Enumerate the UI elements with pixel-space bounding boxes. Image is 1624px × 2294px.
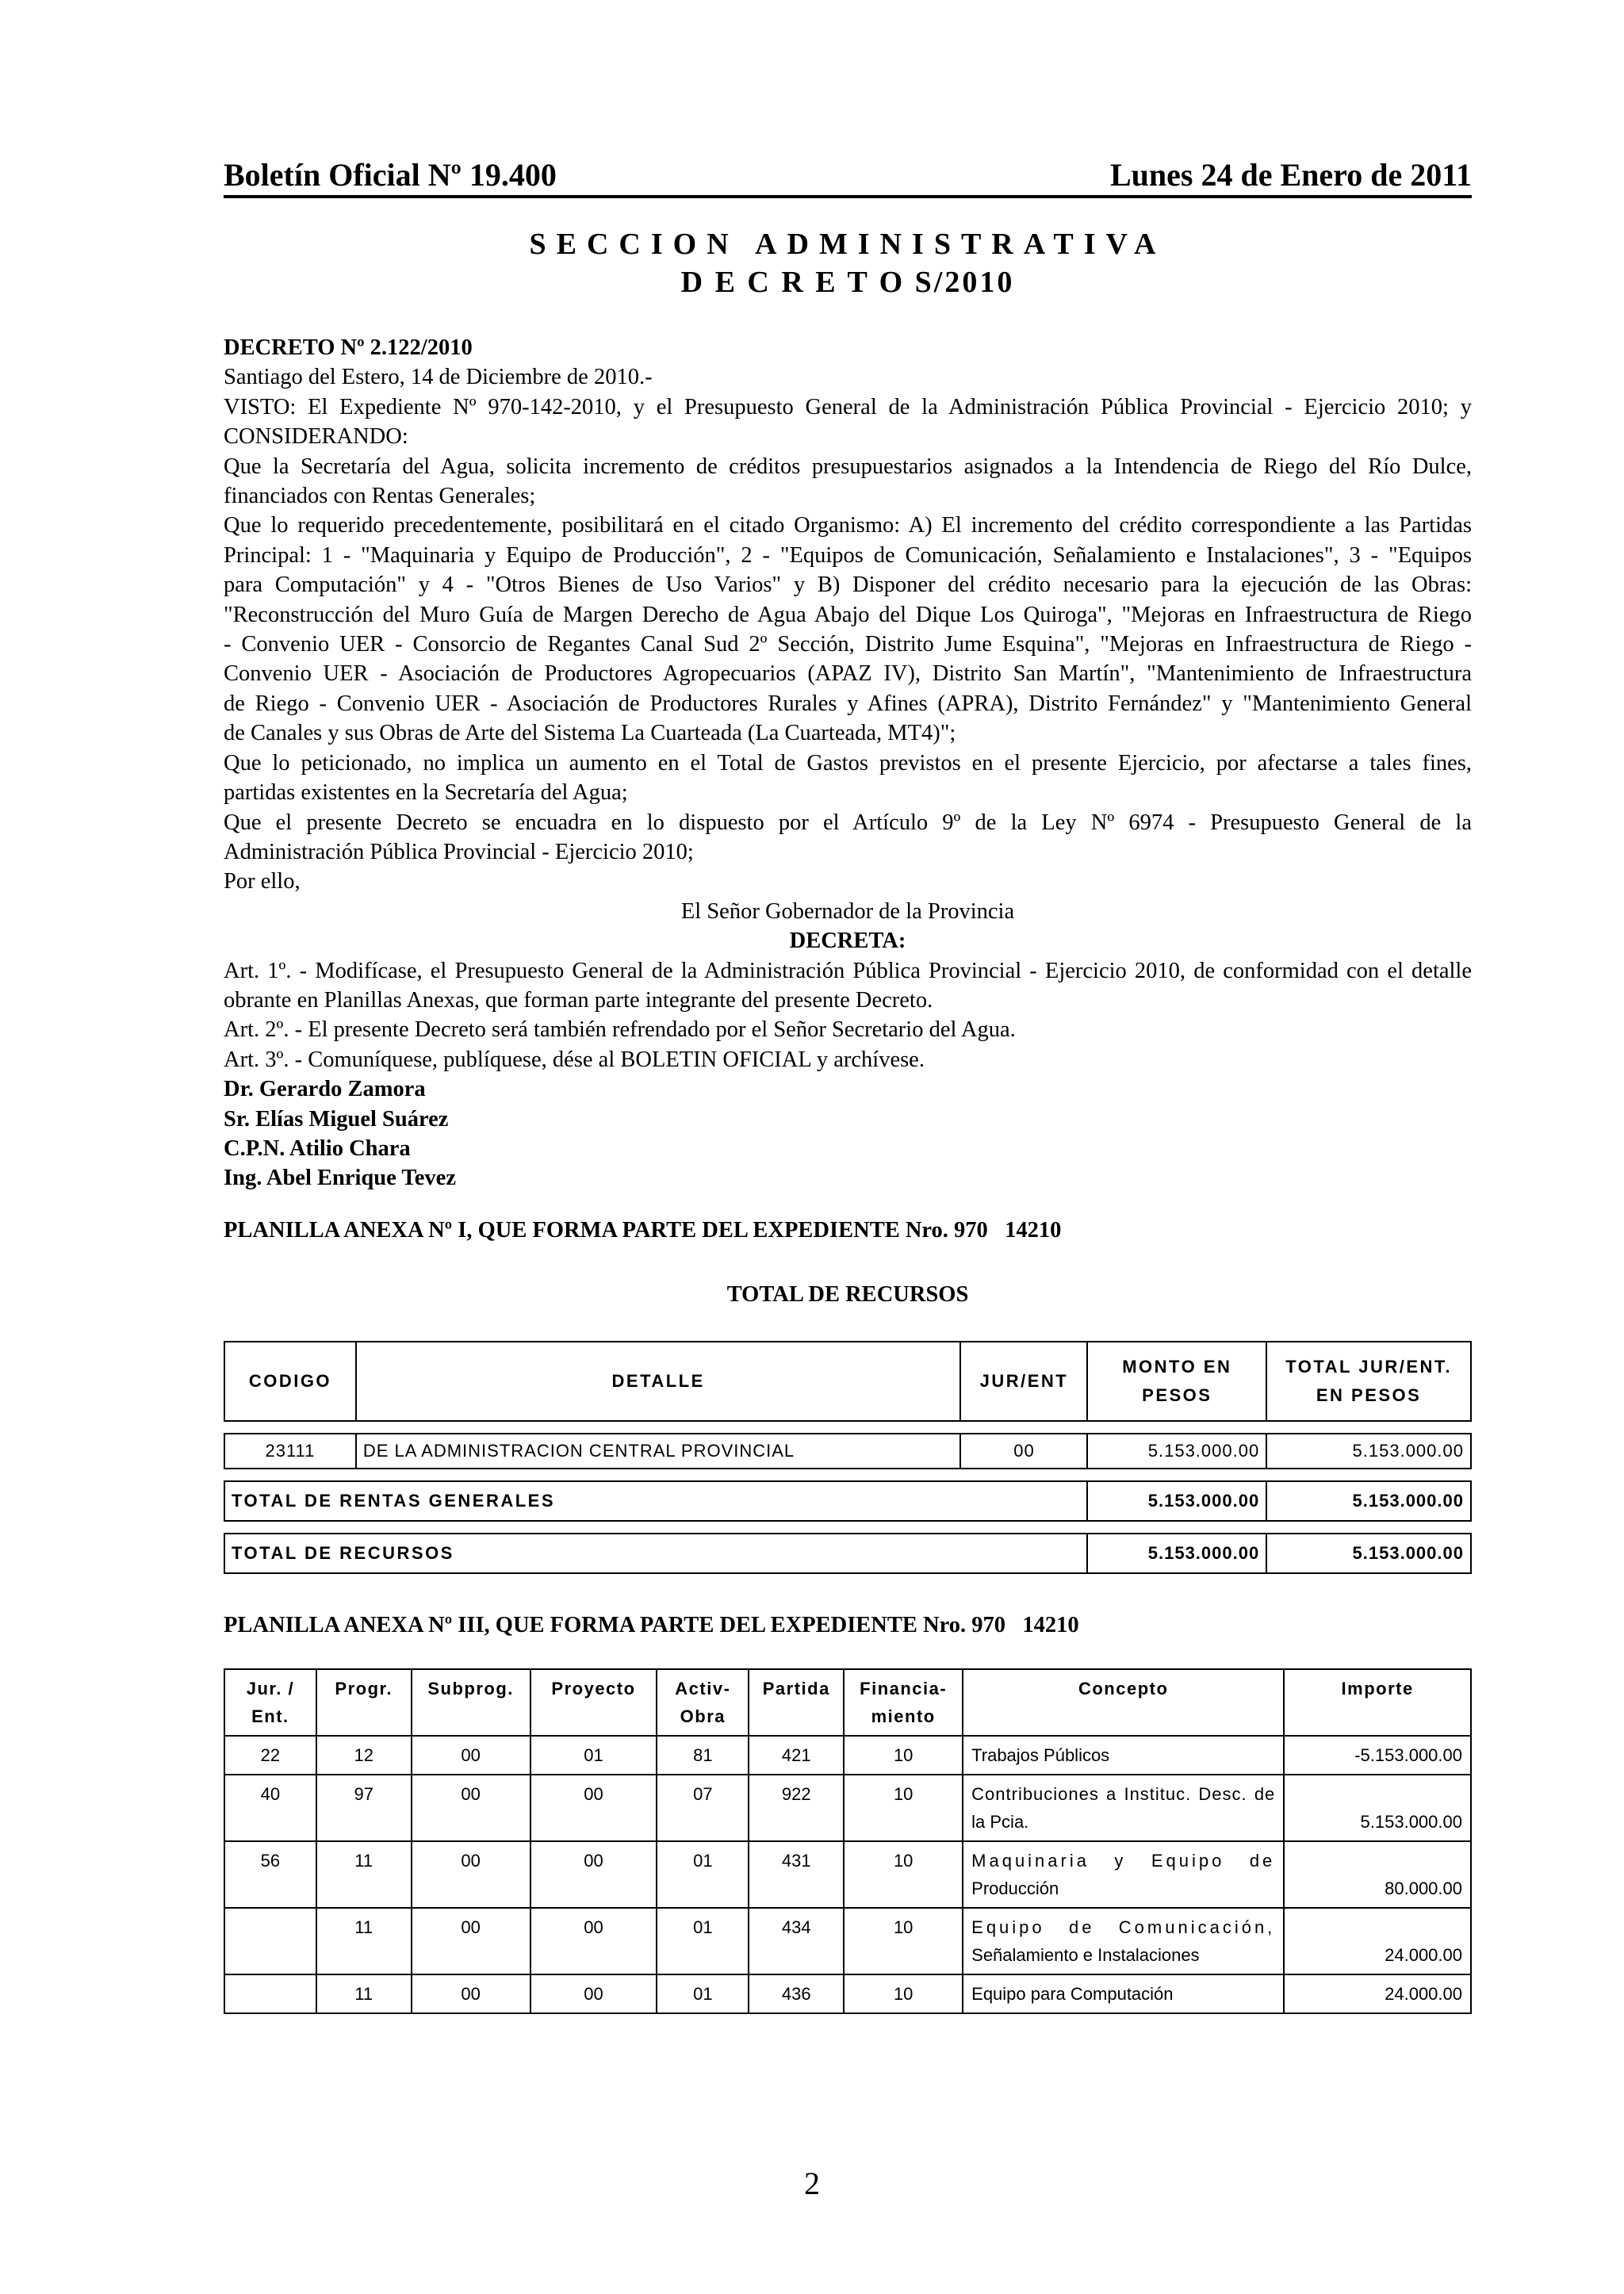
considerando-line: Que lo requerido precedentemente, posibilitará en el citado Organismo: A) El incremento del crédito correspondiente a las Partidas [224, 513, 1472, 538]
total-rentas-monto: 5.153.000.00 [1087, 1481, 1266, 1521]
anexo-1-title: PLANILLA ANEXA Nº I, QUE FORMA PARTE DEL EXPEDIENTE Nro. 970 14210 [224, 1218, 1062, 1243]
cell-partida: 436 [749, 1974, 844, 2013]
gastos-table [224, 1668, 1472, 2014]
article-2: Art. 2º. - El presente Decreto será también refrendado por el Señor Secretario del Agua. [224, 1017, 1016, 1043]
col-header-importe: Importe [1284, 1669, 1471, 1736]
decree-body [224, 333, 1472, 1193]
article-3: Art. 3º. - Comuníquese, publíquese, dése al BOLETIN OFICIAL y archívese. [224, 1047, 925, 1072]
col-header-financiamiento [844, 1669, 963, 1736]
cell-concepto [963, 1841, 1284, 1908]
header-line: Financia- [860, 1679, 948, 1698]
signatory: Dr. Gerardo Zamora [224, 1077, 426, 1102]
concepto-line: Maquinaria y Equipo de [971, 1851, 1276, 1871]
cell-concepto [963, 1775, 1284, 1841]
page-header [224, 155, 1472, 198]
considerando-line: Que la Secretaría del Agua, solicita incremento de créditos presupuestarios asignados a la Intendencia de Riego del Río Dulce, [224, 454, 1472, 479]
section-title: SECCION ADMINISTRATIVA [529, 228, 1166, 261]
cell-detalle: DE LA ADMINISTRACION CENTRAL PROVINCIAL [356, 1434, 961, 1469]
recursos-table [224, 1341, 1472, 1574]
header-line: PESOS [1142, 1385, 1212, 1405]
governor-line: El Señor Gobernador de la Provincia [680, 898, 1015, 924]
cell-codigo: 23111 [224, 1434, 356, 1469]
anexo-3-title: PLANILLA ANEXA Nº III, QUE FORMA PARTE DEL EXPEDIENTE Nro. 970 14210 [224, 1613, 1079, 1637]
cell-proyecto: 00 [530, 1841, 657, 1908]
col-header-monto [1087, 1342, 1266, 1421]
col-header-partida: Partida [749, 1669, 844, 1736]
cell-financiamiento: 10 [844, 1775, 963, 1841]
table-row [224, 1775, 1471, 1841]
considerando-line: Principal: 1 - "Maquinaria y Equipo de Producción", 2 - "Equipos de Comunicación, Señalamiento e Instalaciones", 3 - "Equipos [224, 542, 1472, 568]
bulletin-number: Boletín Oficial Nº 19.400 [224, 157, 557, 193]
concepto-line: Contribuciones a Instituc. Desc. de [971, 1784, 1276, 1804]
cell-concepto: Equipo para Computación [963, 1974, 1284, 2013]
cell-proyecto: 00 [530, 1908, 657, 1974]
considerando-line: Administración Pública Provincial - Ejercicio 2010; [224, 839, 694, 864]
cell-activ: 01 [657, 1908, 749, 1974]
col-header-proyecto: Proyecto [530, 1669, 657, 1736]
cell-progr: 11 [316, 1841, 412, 1908]
article-1: Art. 1º. - Modifícase, el Presupuesto General de la Administración Pública Provincial - Ejercicio 2010, de conformidad con el detalle [224, 958, 1472, 983]
considerando-line: de Canales y sus Obras de Arte del Sistema La Cuarteada (La Cuarteada, MT4)"; [224, 721, 956, 746]
cell-activ: 01 [657, 1841, 749, 1908]
cell-progr: 11 [316, 1974, 412, 2013]
total-rentas-label: TOTAL DE RENTAS GENERALES [224, 1481, 1087, 1521]
col-header-activ [657, 1669, 749, 1736]
table-spacer [224, 1469, 1471, 1481]
cell-jur: 40 [224, 1775, 316, 1841]
table-spacer [224, 1421, 1471, 1434]
place-date: Santiago del Estero, 14 de Diciembre de 2010.- [224, 365, 653, 390]
header-line: Activ- [675, 1679, 731, 1698]
considerando-line: partidas existentes en la Secretaría del Agua; [224, 780, 628, 806]
cell-subprog: 00 [412, 1908, 530, 1974]
table-header-row [224, 1342, 1471, 1421]
considerando-line: financiados con Rentas Generales; [224, 484, 536, 509]
bulletin-date: Lunes 24 de Enero de 2011 [1110, 157, 1472, 193]
total-recursos-label: TOTAL DE RECURSOS [224, 1534, 1087, 1573]
cell-importe: 24.000.00 [1284, 1908, 1471, 1974]
cell-jurent: 00 [960, 1434, 1087, 1469]
header-line: TOTAL JUR/ENT. [1285, 1357, 1452, 1377]
cell-jur: 56 [224, 1841, 316, 1908]
table-spacer [224, 1521, 1471, 1534]
table-row [224, 1736, 1471, 1775]
cell-partida: 434 [749, 1908, 844, 1974]
col-header-jur [224, 1669, 316, 1736]
header-line: Obra [680, 1706, 726, 1726]
col-header-detalle: DETALLE [356, 1342, 961, 1421]
cell-importe: 24.000.00 [1284, 1974, 1471, 2013]
cell-partida: 922 [749, 1775, 844, 1841]
por-ello: Por ello, [224, 869, 301, 894]
article-1-cont: obrante en Planillas Anexas, que forman parte integrante del presente Decreto. [224, 987, 933, 1013]
col-header-concepto: Concepto [963, 1669, 1284, 1736]
col-header-codigo: CODIGO [224, 1342, 356, 1421]
cell-progr: 12 [316, 1736, 412, 1775]
cell-partida: 421 [749, 1736, 844, 1775]
signatory: C.P.N. Atilio Chara [224, 1136, 411, 1161]
cell-subprog: 00 [412, 1736, 530, 1775]
cell-importe: 5.153.000.00 [1284, 1775, 1471, 1841]
table-row [224, 1841, 1471, 1908]
page-number: 2 [804, 2166, 820, 2201]
cell-activ: 07 [657, 1775, 749, 1841]
cell-financiamiento: 10 [844, 1736, 963, 1775]
decreta-heading: DECRETA: [789, 929, 906, 954]
considerando-line: "Reconstrucción del Muro Guía de Margen Derecho de Agua Abajo del Dique Los Quiroga", "Mejoras en Infraestructura de Riego [224, 602, 1472, 627]
cell-concepto: Trabajos Públicos [963, 1736, 1284, 1775]
concepto-line: Producción [971, 1878, 1059, 1898]
cell-financiamiento: 10 [844, 1908, 963, 1974]
considerando-line: de Riego - Convenio UER - Asociación de Productores Rurales y Afines (APRA), Distrito Fernández" y "Mantenimiento General [224, 691, 1472, 716]
table-header-row [224, 1669, 1471, 1736]
cell-financiamiento: 10 [844, 1974, 963, 2013]
section-subtitle: D E C R E T O S/2010 [680, 266, 1015, 299]
cell-concepto [963, 1908, 1284, 1974]
col-header-jurent: JUR/ENT [960, 1342, 1087, 1421]
considerando-line: Que el presente Decreto se encuadra en lo dispuesto por el Artículo 9º de la Ley Nº 6974 - Presupuesto General de la [224, 810, 1472, 835]
table-row [224, 1908, 1471, 1974]
cell-jur [224, 1908, 316, 1974]
header-line: miento [871, 1706, 936, 1726]
considerando-line: Que lo peticionado, no implica un aumento en el Total de Gastos previstos en el presente Ejercicio, por afectarse a tales fines, [224, 750, 1472, 776]
cell-progr: 11 [316, 1908, 412, 1974]
cell-total: 5.153.000.00 [1266, 1434, 1471, 1469]
total-recursos-monto: 5.153.000.00 [1087, 1534, 1266, 1573]
cell-proyecto: 00 [530, 1974, 657, 2013]
header-line: EN PESOS [1316, 1385, 1422, 1405]
cell-monto: 5.153.000.00 [1087, 1434, 1266, 1469]
table-row [224, 1434, 1471, 1469]
cell-financiamiento: 10 [844, 1841, 963, 1908]
anexo-1-subtitle: TOTAL DE RECURSOS [726, 1282, 969, 1307]
signatory: Ing. Abel Enrique Tevez [224, 1166, 456, 1191]
cell-importe: 80.000.00 [1284, 1841, 1471, 1908]
cell-jur: 22 [224, 1736, 316, 1775]
total-recursos-row [224, 1534, 1471, 1573]
total-rentas-row [224, 1481, 1471, 1521]
signatory: Sr. Elías Miguel Suárez [224, 1106, 449, 1132]
cell-progr: 97 [316, 1775, 412, 1841]
visto-line: VISTO: El Expediente Nº 970-142-2010, y el Presupuesto General de la Administración Pública Provincial - Ejercicio 2010; y [224, 394, 1472, 419]
cell-subprog: 00 [412, 1775, 530, 1841]
col-header-subprog: Subprog. [412, 1669, 530, 1736]
cell-subprog: 00 [412, 1974, 530, 2013]
cell-proyecto: 01 [530, 1736, 657, 1775]
cell-jur [224, 1974, 316, 2013]
considerando-line: para Computación" y 4 - "Otros Bienes de Uso Varios" y B) Disponer del crédito necesario para la ejecución de las Obras: [224, 573, 1472, 598]
total-recursos-total: 5.153.000.00 [1266, 1534, 1471, 1573]
concepto-line: Equipo de Comunicación, [971, 1917, 1276, 1937]
concepto-line: Señalamiento e Instalaciones [971, 1945, 1200, 1965]
cell-subprog: 00 [412, 1841, 530, 1908]
total-rentas-total: 5.153.000.00 [1266, 1481, 1471, 1521]
concepto-line: la Pcia. [971, 1812, 1029, 1832]
col-header-progr: Progr. [316, 1669, 412, 1736]
col-header-total [1266, 1342, 1471, 1421]
decree-title: DECRETO Nº 2.122/2010 [224, 335, 473, 360]
table-row [224, 1974, 1471, 2013]
cell-proyecto: 00 [530, 1775, 657, 1841]
considerando-line: Convenio UER - Asociación de Productores Agropecuarios (APAZ IV), Distrito San Martín", "Mantenimiento de Infraestructura [224, 661, 1472, 687]
cell-activ: 01 [657, 1974, 749, 2013]
considerando: CONSIDERANDO: [224, 424, 408, 450]
header-line: Ent. [251, 1706, 289, 1726]
header-line: MONTO EN [1122, 1357, 1232, 1377]
cell-activ: 81 [657, 1736, 749, 1775]
header-line: Jur. / [246, 1679, 295, 1698]
cell-partida: 431 [749, 1841, 844, 1908]
cell-importe: -5.153.000.00 [1284, 1736, 1471, 1775]
considerando-line: - Convenio UER - Consorcio de Regantes Canal Sud 2º Sección, Distrito Jume Esquina", "Mejoras en Infraestructura de Riego - [224, 632, 1472, 657]
